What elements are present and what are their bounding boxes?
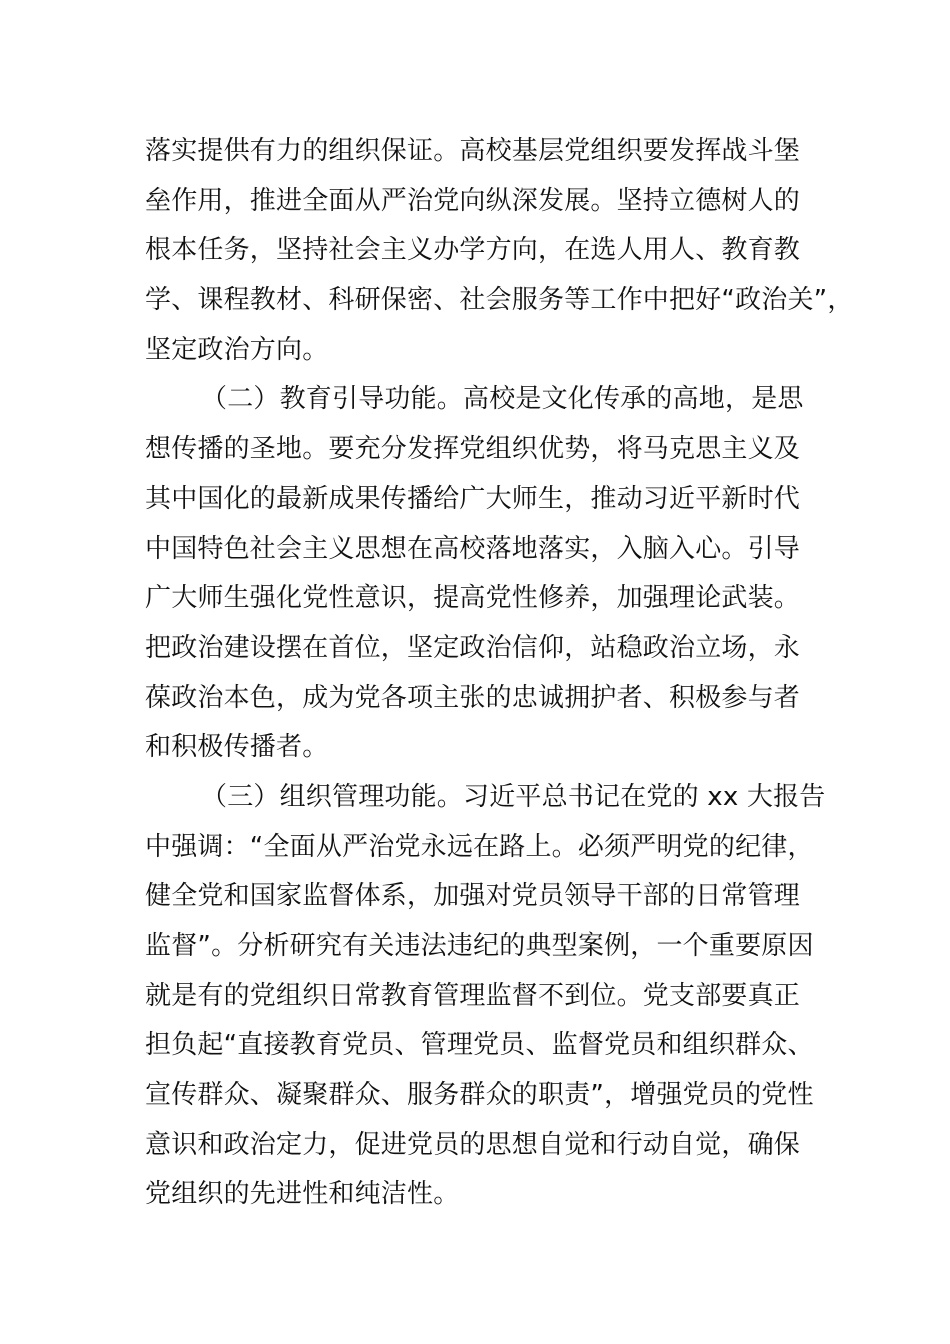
text-line: 学、课程教材、科研保密、社会服务等工作中把好“政治关”， — [145, 285, 854, 316]
text-line: 担负起“直接教育党员、管理党员、监督党员和组织群众、 — [145, 1030, 814, 1061]
text-line: 意识和政治定力，促进党员的思想自觉和行动自觉，确保 — [145, 1129, 801, 1160]
text-line: 中国特色社会主义思想在高校落地落实，入脑入心。引导 — [145, 533, 801, 564]
text-line: 广大师生强化党性意识，提高党性修养，加强理论武装。 — [145, 583, 801, 614]
text-line: 和积极传播者。 — [145, 732, 329, 763]
text-line: 坚定政治方向。 — [145, 334, 329, 365]
text-line: 宣传群众、凝聚群众、服务群众的职责”，增强党员的党性 — [145, 1080, 814, 1111]
text-line: 健全党和国家监督体系，加强对党员领导干部的日常管理 — [145, 881, 801, 912]
text-line: 把政治建设摆在首位，坚定政治信仰，站稳政治立场，永 — [145, 632, 801, 663]
text-line: 垒作用，推进全面从严治党向纵深发展。坚持立德树人的 — [145, 185, 801, 216]
text-line: 根本任务，坚持社会主义办学方向，在选人用人、教育教 — [145, 235, 801, 266]
text-line: 想传播的圣地。要充分发挥党组织优势，将马克思主义及 — [145, 434, 801, 465]
section-heading-line: （二）教育引导功能。高校是文化传承的高地，是思 — [201, 384, 804, 415]
text-line: 葆政治本色，成为党各项主张的忠诚拥护者、积极参与者 — [145, 682, 801, 713]
body-text — [145, 127, 854, 1220]
text-line: 监督”。分析研究有关违法违纪的典型案例，一个重要原因 — [145, 931, 814, 961]
text-line: 落实提供有力的组织保证。高校基层党组织要发挥战斗堡 — [145, 136, 801, 166]
text-line: 党组织的先进性和纯洁性。 — [145, 1179, 460, 1210]
text-line: 中强调：“全面从严治党永远在路上。必须严明党的纪律， — [145, 831, 814, 862]
section-heading-line: （三）组织管理功能。习近平总书记在党的 xx 大报告 — [201, 781, 826, 812]
text-line: 就是有的党组织日常教育管理监督不到位。党支部要真正 — [145, 980, 801, 1011]
text-line: 其中国化的最新成果传播给广大师生，推动习近平新时代 — [145, 483, 801, 514]
